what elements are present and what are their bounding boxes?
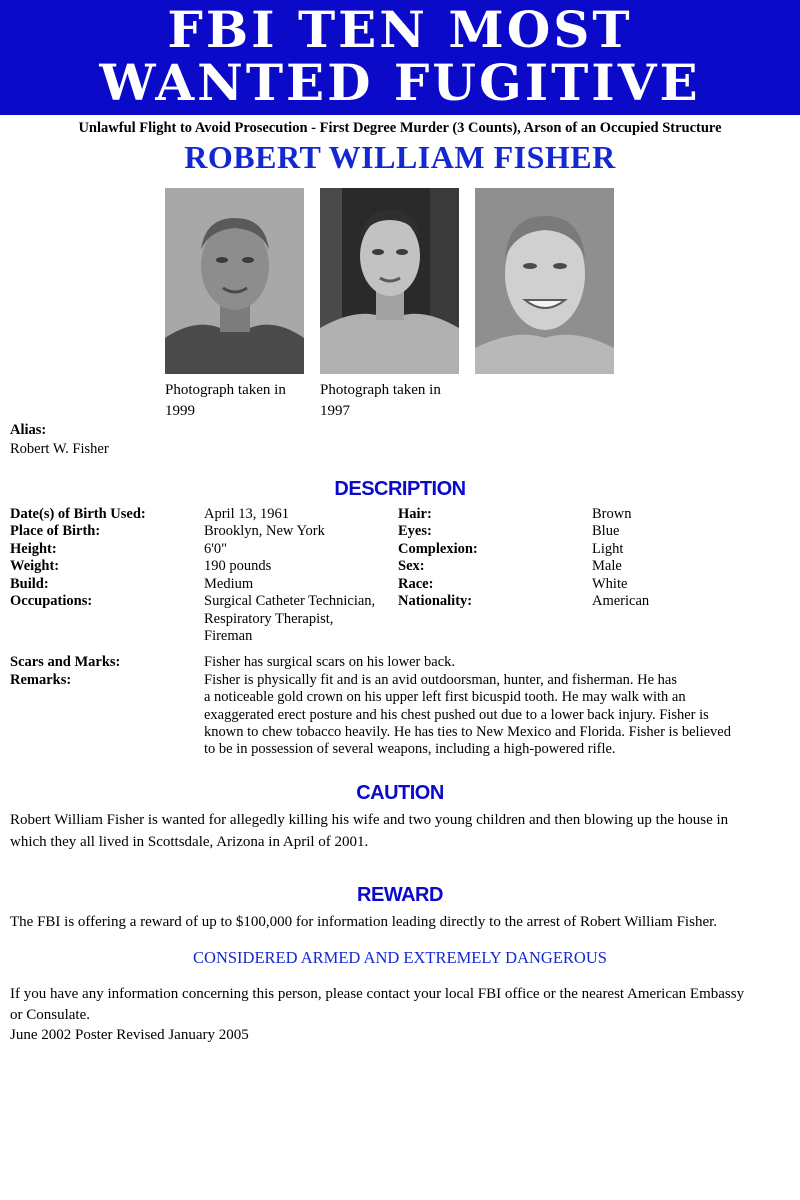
banner-title-line-2: WANTED FUGITIVE [99, 53, 701, 112]
eyes-label: Eyes: [398, 523, 432, 539]
title-banner [0, 0, 800, 115]
build-value: Medium [204, 576, 254, 592]
sex-value: Male [592, 558, 622, 574]
dob-value: April 13, 1961 [204, 506, 289, 522]
occupation-line-3: Fireman [204, 628, 253, 644]
race-value: White [592, 576, 628, 592]
build-label: Build: [10, 576, 49, 592]
photo-caption-line: Photograph taken in [165, 382, 286, 398]
alias-label: Alias: [10, 422, 47, 438]
photo-3 [475, 188, 614, 374]
complexion-label: Complexion: [398, 541, 478, 557]
nationality-label: Nationality: [398, 593, 473, 609]
place-of-birth-label: Place of Birth: [10, 523, 101, 539]
occupation-line-1: Surgical Catheter Technician, [204, 593, 376, 609]
caution-text-line-1: Robert William Fisher is wanted for allegedly killing his wife and two young children and then blowing up the house in [10, 812, 729, 828]
photo-caption-1999 [165, 380, 315, 422]
occupation-line-2: Respiratory Therapist, [204, 611, 334, 627]
height-label: Height: [10, 541, 57, 557]
nationality-value: American [592, 593, 650, 609]
scars-value: Fisher has surgical scars on his lower back. [204, 654, 456, 670]
caution-text-line-2: which they all lived in Scottsdale, Arizona in April of 2001. [10, 834, 369, 850]
contact-line-2: or Consulate. [10, 1007, 90, 1023]
remarks-line-5: to be in possession of several weapons, including a high-powered rifle. [204, 741, 616, 757]
remarks-label: Remarks: [10, 672, 72, 688]
charges-line: Unlawful Flight to Avoid Prosecution - First Degree Murder (3 Counts), Arson of an Occupied Structure [78, 120, 722, 136]
remarks-line-4: known to chew tobacco heavily. He has ties to New Mexico and Florida. Fisher is believed [204, 724, 731, 740]
armed-dangerous-warning: CONSIDERED ARMED AND EXTREMELY DANGEROUS [193, 948, 607, 967]
dob-label: Date(s) of Birth Used: [10, 506, 146, 522]
remarks-line-2: a noticeable gold crown on his upper left first bicuspid tooth. He may walk with an [204, 689, 686, 705]
scars-label: Scars and Marks: [10, 654, 121, 670]
banner-title-line-1: FBI TEN MOST [167, 0, 633, 59]
hair-label: Hair: [398, 506, 432, 522]
complexion-value: Light [592, 541, 624, 557]
description-heading: DESCRIPTION [334, 478, 466, 500]
height-value: 6'0" [204, 541, 228, 557]
photo-1999 [165, 188, 304, 374]
weight-label: Weight: [10, 558, 60, 574]
photo-caption-1997 [320, 380, 470, 422]
occupations-label: Occupations: [10, 593, 93, 609]
contact-line-1: If you have any information concerning this person, please contact your local FBI office or the nearest American Embassy [10, 986, 745, 1002]
alias-value: Robert W. Fisher [10, 441, 109, 457]
photo-caption-year: 1999 [165, 403, 195, 419]
eyes-value: Blue [592, 523, 620, 539]
sex-label: Sex: [398, 558, 425, 574]
poster-dates: June 2002 Poster Revised January 2005 [10, 1027, 249, 1043]
hair-value: Brown [592, 506, 632, 522]
reward-heading: REWARD [357, 884, 443, 906]
race-label: Race: [398, 576, 434, 592]
remarks-line-1: Fisher is physically fit and is an avid outdoorsman, hunter, and fisherman. He has [204, 672, 677, 688]
photo-caption-line: Photograph taken in [320, 382, 441, 398]
photo-1997 [320, 188, 459, 374]
place-of-birth-value: Brooklyn, New York [204, 523, 325, 539]
photo-caption-year: 1997 [320, 403, 350, 419]
fugitive-name: ROBERT WILLIAM FISHER [184, 139, 616, 175]
reward-text: The FBI is offering a reward of up to $100,000 for information leading directly to the arrest of Robert William Fisher. [10, 914, 718, 930]
remarks-line-3: exaggerated erect posture and his chest pushed out due to a lower back injury. Fisher is [204, 707, 709, 723]
caution-heading: CAUTION [356, 782, 444, 804]
weight-value: 190 pounds [204, 558, 272, 574]
